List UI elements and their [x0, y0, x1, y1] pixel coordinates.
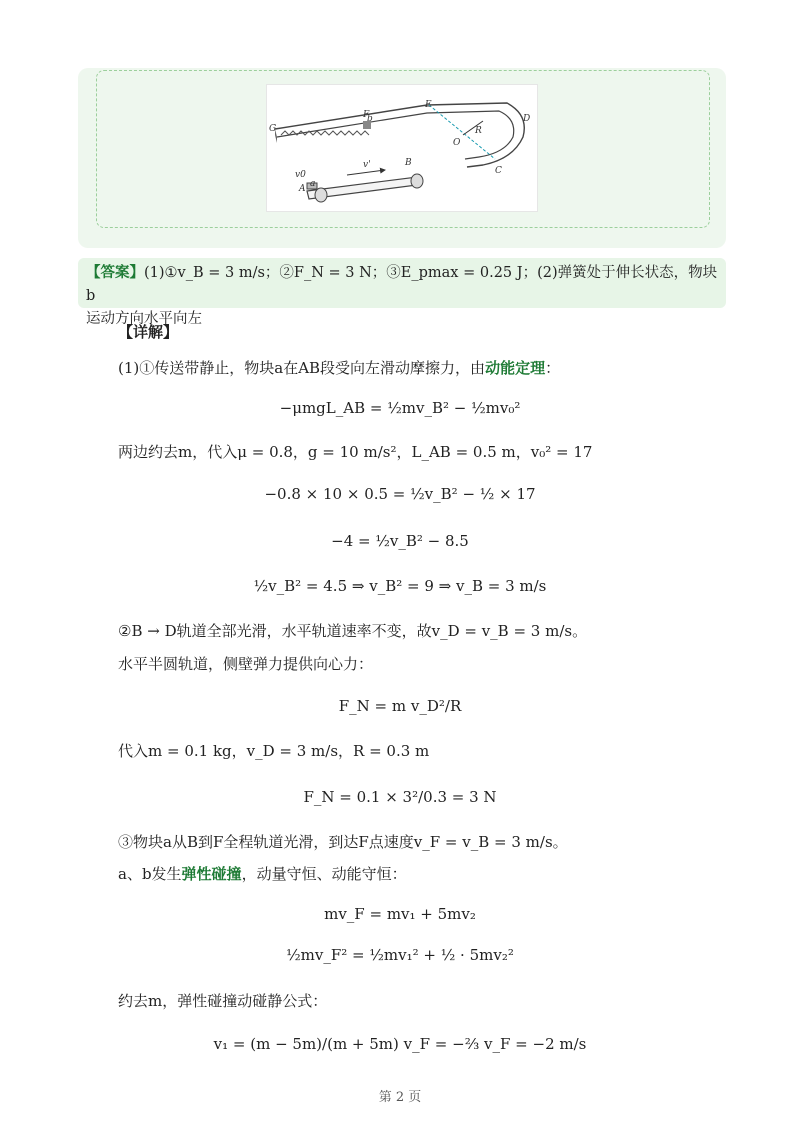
paragraph-1 — [118, 358, 560, 378]
track-diagram — [266, 84, 538, 212]
equation-5: F_N = m v_D²/R — [338, 697, 462, 715]
label-A: A — [299, 184, 306, 194]
term-elastic-collision: 弹性碰撞 — [181, 865, 242, 883]
paragraph-1-end: ： — [545, 359, 561, 377]
label-D: D — [523, 114, 531, 124]
answer-text: (1)①v_B = 3 m/s；②F_N = 3 N；③E_pmax = 0.25 J；(2)弹簧处于伸长状态，物块b — [86, 265, 718, 304]
page-footer: 第 2 页 — [378, 1090, 422, 1105]
label-a: a — [310, 179, 316, 189]
paragraph-7-b: ，动量守恒、动能守恒： — [241, 865, 407, 883]
equation-7: mv_F = mv₁ + 5mv₂ — [324, 905, 476, 923]
answer-box — [78, 258, 726, 327]
label-C: C — [495, 166, 502, 176]
paragraph-1-text: (1)①传送带静止，物块a在AB段受向左滑动摩擦力，由 — [118, 359, 486, 377]
equation-8: ½mv_F² = ½mv₁² + ½ · 5mv₂² — [286, 946, 514, 964]
term-kinetic-energy-theorem: 动能定理 — [485, 359, 546, 377]
equation-6: F_N = 0.1 × 3²/0.3 = 3 N — [303, 788, 497, 806]
label-G: G — [269, 124, 277, 134]
paragraph-6: ③物块a从B到F全程轨道光滑，到达F点速度v_F = v_B = 3 m/s。 — [118, 833, 568, 851]
equation-2: −0.8 × 10 × 0.5 = ½v_B² − ½ × 17 — [264, 485, 536, 503]
label-R: R — [475, 126, 482, 136]
paragraph-4: 水平半圆轨道，侧壁弹力提供向心力： — [118, 655, 374, 673]
equation-3: −4 = ½v_B² − 8.5 — [331, 532, 469, 550]
solution-heading: 【详解】 — [118, 323, 179, 341]
label-E: E — [425, 100, 432, 110]
label-b: b — [367, 114, 373, 124]
label-F: F — [363, 110, 370, 120]
paragraph-8: 约去m，弹性碰撞动碰静公式： — [118, 992, 328, 1010]
paragraph-5: 代入m = 0.1 kg，v_D = 3 m/s，R = 0.3 m — [118, 742, 430, 760]
answer-tag: 【答案】 — [86, 264, 144, 281]
paragraph-3: ②B → D轨道全部光滑，水平轨道速率不变，故v_D = v_B = 3 m/s。 — [118, 622, 588, 640]
track-diagram-svg — [267, 85, 537, 211]
label-v0: v0 — [295, 170, 306, 180]
label-O: O — [453, 138, 461, 148]
paragraph-7 — [118, 864, 407, 884]
paragraph-2: 两边约去m，代入μ = 0.8，g = 10 m/s²，L_AB = 0.5 m，v₀² = 17 — [118, 443, 593, 461]
equation-1: −μmgL_AB = ½mv_B² − ½mv₀² — [279, 399, 521, 417]
equation-9: v₁ = (m − 5m)/(m + 5m) v_F = −⅔ v_F = −2 m/s — [213, 1035, 587, 1053]
paragraph-7-a: a、b发生 — [118, 865, 182, 883]
label-B: B — [405, 158, 412, 168]
answer-text-2: 运动方向水平向左 — [86, 311, 202, 327]
label-vprime: v' — [363, 160, 371, 170]
equation-4: ½v_B² = 4.5 ⇒ v_B² = 9 ⇒ v_B = 3 m/s — [253, 577, 547, 595]
